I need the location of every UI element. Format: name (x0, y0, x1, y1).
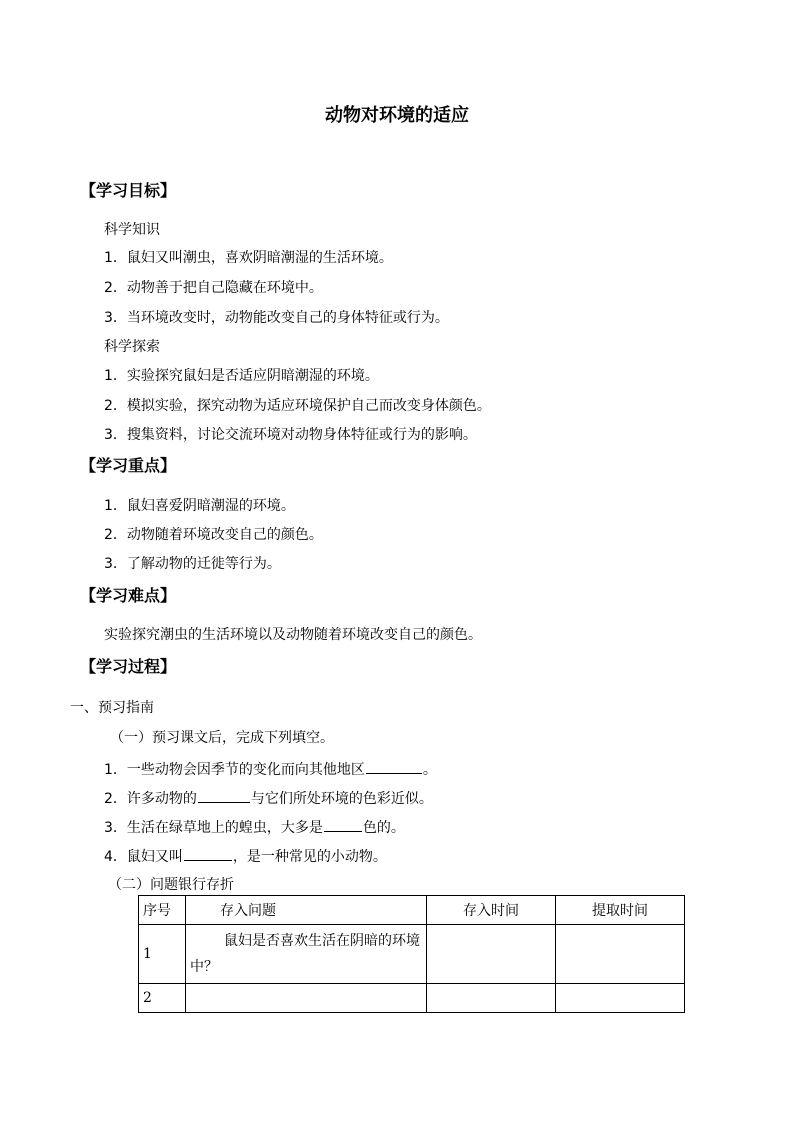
header-question: 存入问题 (186, 896, 427, 925)
row-question: 鼠妇是否喜欢生活在阴暗的环境中？ (186, 925, 427, 984)
difficulties-text: 实验探究潮虫的生活环境以及动物随着环境改变自己的颜色。 (104, 627, 482, 643)
row-deposit-time[interactable] (427, 925, 556, 984)
question-bank-table (138, 895, 685, 1013)
question-bank-label: （二）问题银行存折 (108, 877, 234, 893)
answer-blank[interactable] (366, 758, 422, 774)
key-point-item: 1．鼠妇喜爱阴暗潮湿的环境。 (104, 498, 295, 514)
knowledge-item: 3．当环境改变时，动物能改变自己的身体特征或行为。 (104, 310, 449, 326)
goals-heading: 【学习目标】 (80, 181, 177, 200)
fill-item-3: 3．生活在绿草地上的蝗虫，大多是 色的。 (104, 816, 405, 838)
table-row (139, 984, 685, 1013)
answer-blank[interactable] (198, 787, 250, 803)
key-point-item: 2．动物随着环境改变自己的颜色。 (104, 527, 323, 543)
knowledge-item: 1．鼠妇又叫潮虫，喜欢阴暗潮湿的生活环境。 (104, 250, 393, 266)
knowledge-label: 科学知识 (104, 222, 160, 238)
difficulties-heading: 【学习难点】 (80, 586, 177, 605)
row-no: 2 (139, 984, 186, 1013)
process-heading: 【学习过程】 (80, 657, 177, 676)
header-withdraw-time: 提取时间 (556, 896, 685, 925)
page-title: 动物对环境的适应 (325, 105, 469, 126)
fill-item-4: 4．鼠妇又叫 ，是一种常见的小动物。 (104, 845, 387, 867)
row-withdraw-time[interactable] (556, 925, 685, 984)
header-deposit-time: 存入时间 (427, 896, 556, 925)
answer-blank[interactable] (184, 845, 232, 861)
inquiry-item: 1．实验探究鼠妇是否适应阴暗潮湿的环境。 (104, 368, 379, 384)
key-point-item: 3．了解动物的迁徙等行为。 (104, 556, 281, 572)
fill-instructions: （一）预习课文后，完成下列填空。 (110, 730, 334, 746)
inquiry-item: 3．搜集资料，讨论交流环境对动物身体特征或行为的影响。 (104, 427, 477, 443)
row-withdraw-time[interactable] (556, 984, 685, 1013)
table-header-row (139, 896, 685, 925)
knowledge-item: 2．动物善于把自己隐藏在环境中。 (104, 280, 323, 296)
header-no: 序号 (139, 896, 186, 925)
inquiry-label: 科学探索 (104, 339, 160, 355)
key-points-heading: 【学习重点】 (80, 456, 177, 475)
table-row (139, 925, 685, 984)
inquiry-item: 2．模拟实验，探究动物为适应环境保护自己而改变身体颜色。 (104, 398, 491, 414)
fill-item-1: 1．一些动物会因季节的变化而向其他地区 。 (104, 758, 437, 780)
row-no: 1 (139, 925, 186, 984)
preview-guide: 一、预习指南 (70, 700, 154, 716)
row-question[interactable] (186, 984, 427, 1013)
fill-item-2: 2．许多动物的 与它们所处环境的色彩近似。 (104, 787, 433, 809)
answer-blank[interactable] (324, 816, 362, 832)
row-deposit-time[interactable] (427, 984, 556, 1013)
